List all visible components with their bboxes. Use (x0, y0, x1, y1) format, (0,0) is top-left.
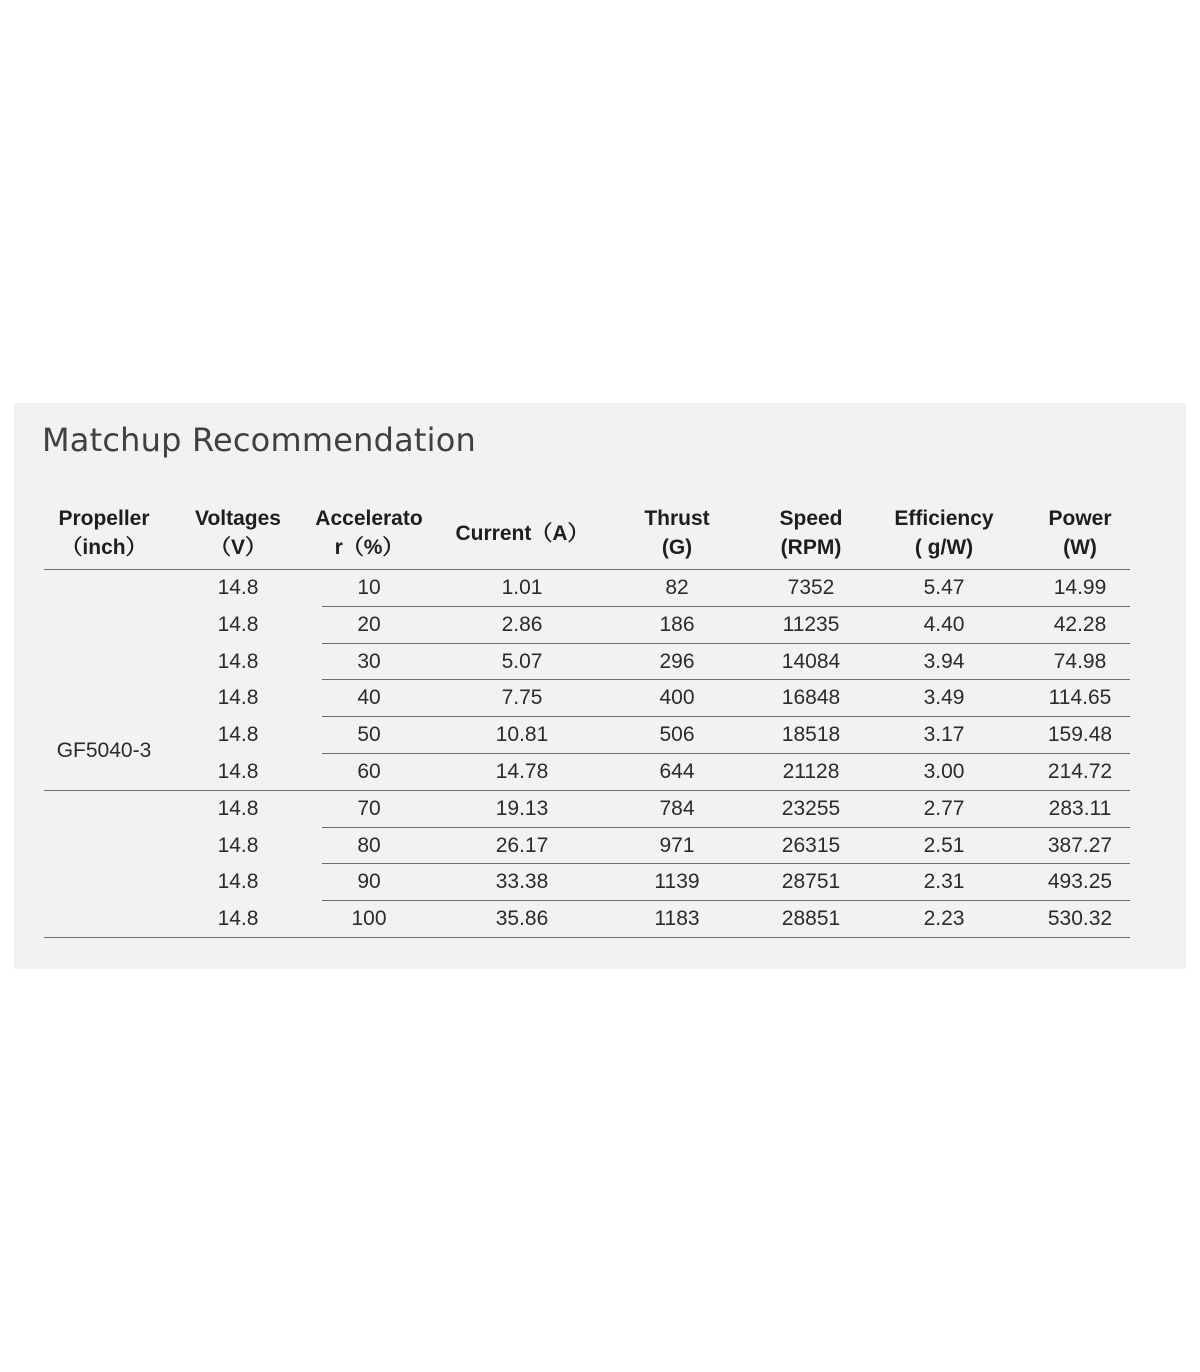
cell-voltage: 14.8 (217, 833, 259, 857)
cell-power: 159.48 (1047, 723, 1113, 747)
cell-thrust: 644 (659, 760, 695, 783)
cell-throttle: 40 (357, 686, 381, 710)
column-header-line1: Accelerato (315, 507, 423, 530)
column-header-line1: Current（A） (455, 521, 589, 545)
column-header-propeller (39, 501, 169, 565)
cell-thrust: 82 (665, 576, 689, 599)
column-header-voltage (183, 501, 293, 565)
cell-voltage: 14.8 (217, 686, 259, 710)
cell-efficiency: 4.40 (923, 612, 965, 636)
cell-efficiency: 5.47 (923, 576, 965, 599)
cell-power: 530.32 (1047, 907, 1113, 931)
column-header-efficiency (879, 501, 1009, 565)
cell-current: 19.13 (495, 796, 549, 820)
column-header-line2: ( g/W) (914, 536, 974, 559)
cell-current: 14.78 (495, 760, 549, 783)
cell-power: 14.99 (1053, 576, 1107, 599)
cell-speed: 28851 (781, 907, 841, 931)
cell-voltage: 14.8 (217, 723, 259, 747)
cell-voltage: 14.8 (217, 612, 259, 636)
cell-voltage: 14.8 (217, 907, 259, 931)
cell-efficiency: 3.17 (923, 723, 965, 747)
cell-thrust: 296 (659, 649, 695, 673)
cell-efficiency: 2.31 (923, 870, 965, 894)
cell-efficiency: 2.23 (923, 907, 965, 931)
column-header-line1: Speed (779, 507, 843, 530)
column-header-line1: Voltages (195, 507, 281, 530)
cell-voltage: 14.8 (217, 870, 259, 894)
cell-thrust: 186 (659, 612, 695, 636)
column-header-thrust (622, 501, 732, 565)
column-header-power (1025, 501, 1135, 565)
cell-speed: 16848 (781, 686, 841, 710)
cell-power: 214.72 (1047, 760, 1113, 783)
cell-power: 493.25 (1047, 870, 1113, 894)
column-header-line2: （inch） (61, 536, 147, 559)
column-header-line2: (RPM) (780, 536, 842, 559)
cell-throttle: 10 (357, 576, 381, 599)
cell-current: 1.01 (501, 576, 543, 599)
cell-current: 33.38 (495, 870, 549, 894)
cell-power: 42.28 (1053, 612, 1107, 636)
cell-throttle: 80 (357, 833, 381, 857)
cell-speed: 21128 (782, 760, 840, 783)
cell-thrust: 784 (659, 796, 695, 820)
column-header-line2: r（%） (334, 536, 404, 559)
column-header-line1: Efficiency (894, 507, 994, 530)
cell-throttle: 70 (357, 796, 381, 820)
cell-speed: 7352 (787, 576, 835, 599)
cell-thrust: 400 (659, 686, 695, 710)
cell-voltage: 14.8 (217, 760, 259, 783)
cell-speed: 11235 (782, 612, 840, 636)
cell-power: 387.27 (1047, 833, 1113, 857)
cell-speed: 14084 (781, 649, 841, 673)
matchup-panel (14, 403, 1186, 969)
cell-throttle: 50 (357, 723, 381, 747)
cell-efficiency: 3.94 (923, 649, 965, 673)
cell-current: 35.86 (495, 907, 549, 931)
propeller-cell: GF5040-3 (56, 739, 152, 762)
cell-speed: 18518 (781, 723, 841, 747)
cell-speed: 28751 (781, 870, 841, 894)
column-header-current (437, 501, 607, 565)
cell-power: 283.11 (1048, 796, 1112, 820)
cell-efficiency: 3.49 (923, 686, 965, 710)
cell-efficiency: 2.77 (923, 796, 965, 820)
cell-current: 5.07 (501, 649, 543, 673)
cell-thrust: 506 (659, 723, 695, 747)
column-header-line2: (W) (1063, 536, 1097, 559)
cell-current: 26.17 (495, 833, 549, 857)
cell-throttle: 30 (357, 649, 381, 673)
cell-throttle: 20 (357, 612, 381, 636)
cell-throttle: 100 (351, 907, 387, 931)
cell-current: 10.81 (495, 723, 549, 747)
column-header-line2: (G) (661, 536, 693, 559)
cell-power: 74.98 (1053, 649, 1107, 673)
cell-throttle: 90 (357, 870, 381, 894)
cell-current: 7.75 (501, 686, 543, 710)
column-header-line1: Propeller (58, 507, 150, 530)
cell-throttle: 60 (357, 760, 381, 783)
cell-voltage: 14.8 (217, 649, 259, 673)
column-header-line1: Thrust (644, 507, 710, 530)
cell-thrust: 1183 (654, 907, 700, 931)
column-header-line2: （V） (209, 536, 266, 559)
cell-efficiency: 2.51 (923, 833, 965, 857)
table-bottom-line (44, 937, 1130, 938)
cell-thrust: 971 (659, 833, 695, 857)
cell-efficiency: 3.00 (923, 760, 965, 783)
cell-speed: 23255 (781, 796, 841, 820)
cell-voltage: 14.8 (217, 576, 259, 599)
panel-title: Matchup Recommendation (42, 421, 476, 459)
cell-power: 114.65 (1048, 686, 1112, 710)
cell-current: 2.86 (501, 612, 543, 636)
column-header-throttle (299, 501, 439, 565)
cell-thrust: 1139 (654, 870, 700, 894)
cell-voltage: 14.8 (217, 796, 259, 820)
cell-speed: 26315 (781, 833, 841, 857)
column-header-line1: Power (1048, 507, 1112, 530)
column-header-speed (756, 501, 866, 565)
